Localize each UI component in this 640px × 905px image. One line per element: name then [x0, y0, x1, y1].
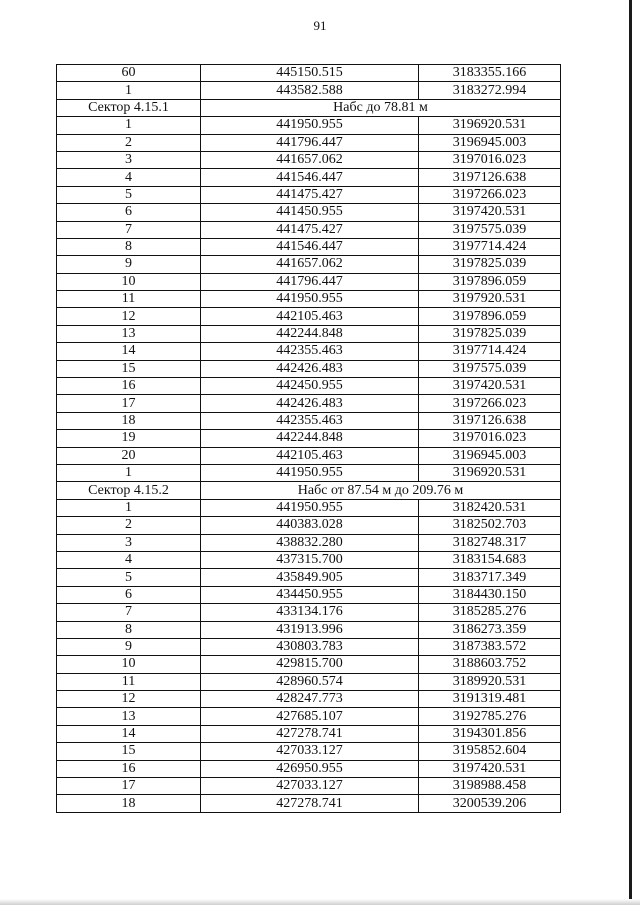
x-coordinate: 434450.955 — [201, 586, 419, 603]
y-coordinate: 3197420.531 — [419, 760, 561, 777]
table-row — [57, 360, 561, 377]
table-row — [57, 586, 561, 603]
table-row — [57, 256, 561, 273]
x-coordinate: 442426.483 — [201, 360, 419, 377]
x-coordinate: 427278.741 — [201, 725, 419, 742]
point-number: 5 — [57, 186, 201, 203]
table-row — [57, 378, 561, 395]
point-number: 3 — [57, 534, 201, 551]
x-coordinate: 442244.848 — [201, 325, 419, 342]
x-coordinate: 441546.447 — [201, 238, 419, 255]
y-coordinate: 3183272.994 — [419, 82, 561, 99]
table-row — [57, 308, 561, 325]
scan-edge-bottom — [0, 899, 640, 905]
x-coordinate: 430803.783 — [201, 638, 419, 655]
y-coordinate: 3188603.752 — [419, 656, 561, 673]
table-row — [57, 221, 561, 238]
y-coordinate: 3197896.059 — [419, 273, 561, 290]
table-row — [57, 430, 561, 447]
table-row — [57, 725, 561, 742]
table-row — [57, 343, 561, 360]
y-coordinate: 3197420.531 — [419, 204, 561, 221]
point-number: 12 — [57, 308, 201, 325]
point-number: 10 — [57, 656, 201, 673]
point-number: 1 — [57, 464, 201, 481]
point-number: 16 — [57, 378, 201, 395]
y-coordinate: 3196920.531 — [419, 117, 561, 134]
y-coordinate: 3196945.003 — [419, 447, 561, 464]
y-coordinate: 3196945.003 — [419, 134, 561, 151]
x-coordinate: 442355.463 — [201, 343, 419, 360]
point-number: 19 — [57, 430, 201, 447]
y-coordinate: 3197575.039 — [419, 360, 561, 377]
table-row — [57, 82, 561, 99]
x-coordinate: 442450.955 — [201, 378, 419, 395]
x-coordinate: 437315.700 — [201, 551, 419, 568]
table-row — [57, 795, 561, 812]
x-coordinate: 441950.955 — [201, 464, 419, 481]
point-number: 18 — [57, 795, 201, 812]
table-row — [57, 673, 561, 690]
table-row — [57, 134, 561, 151]
y-coordinate: 3182502.703 — [419, 517, 561, 534]
point-number: 14 — [57, 343, 201, 360]
sector-label: Сектор 4.15.1 — [57, 99, 201, 116]
y-coordinate: 3197825.039 — [419, 256, 561, 273]
x-coordinate: 441657.062 — [201, 256, 419, 273]
y-coordinate: 3197825.039 — [419, 325, 561, 342]
table-row — [57, 743, 561, 760]
table-row — [57, 464, 561, 481]
x-coordinate: 441657.062 — [201, 151, 419, 168]
table-row — [57, 708, 561, 725]
x-coordinate: 442105.463 — [201, 447, 419, 464]
point-number: 20 — [57, 447, 201, 464]
point-number: 11 — [57, 291, 201, 308]
y-coordinate: 3196920.531 — [419, 464, 561, 481]
y-coordinate: 3197016.023 — [419, 430, 561, 447]
scan-edge-right — [629, 0, 632, 905]
x-coordinate: 441450.955 — [201, 204, 419, 221]
x-coordinate: 435849.905 — [201, 569, 419, 586]
y-coordinate: 3197266.023 — [419, 186, 561, 203]
point-number: 17 — [57, 778, 201, 795]
sector-altitude-note: Набс от 87.54 м до 209.76 м — [201, 482, 561, 499]
y-coordinate: 3197266.023 — [419, 395, 561, 412]
y-coordinate: 3183717.349 — [419, 569, 561, 586]
x-coordinate: 441950.955 — [201, 291, 419, 308]
point-number: 1 — [57, 82, 201, 99]
sector-header-row — [57, 99, 561, 116]
y-coordinate: 3183154.683 — [419, 551, 561, 568]
y-coordinate: 3198988.458 — [419, 778, 561, 795]
table-row — [57, 621, 561, 638]
page-number: 91 — [313, 18, 327, 33]
table-row — [57, 65, 561, 82]
point-number: 2 — [57, 517, 201, 534]
y-coordinate: 3197126.638 — [419, 412, 561, 429]
x-coordinate: 440383.028 — [201, 517, 419, 534]
point-number: 7 — [57, 604, 201, 621]
x-coordinate: 433134.176 — [201, 604, 419, 621]
table-row — [57, 569, 561, 586]
point-number: 9 — [57, 256, 201, 273]
y-coordinate: 3197420.531 — [419, 378, 561, 395]
point-number: 10 — [57, 273, 201, 290]
y-coordinate: 3197575.039 — [419, 221, 561, 238]
x-coordinate: 441475.427 — [201, 186, 419, 203]
table-row — [57, 604, 561, 621]
point-number: 13 — [57, 708, 201, 725]
point-number: 12 — [57, 691, 201, 708]
point-number: 13 — [57, 325, 201, 342]
table-row — [57, 204, 561, 221]
y-coordinate: 3197920.531 — [419, 291, 561, 308]
x-coordinate: 441950.955 — [201, 499, 419, 516]
point-number: 6 — [57, 586, 201, 603]
point-number: 18 — [57, 412, 201, 429]
y-coordinate: 3197016.023 — [419, 151, 561, 168]
table-row — [57, 325, 561, 342]
point-number: 6 — [57, 204, 201, 221]
x-coordinate: 442355.463 — [201, 412, 419, 429]
x-coordinate: 438832.280 — [201, 534, 419, 551]
y-coordinate: 3182420.531 — [419, 499, 561, 516]
x-coordinate: 429815.700 — [201, 656, 419, 673]
point-number: 11 — [57, 673, 201, 690]
table-row — [57, 447, 561, 464]
x-coordinate: 441546.447 — [201, 169, 419, 186]
table-row — [57, 186, 561, 203]
point-number: 8 — [57, 238, 201, 255]
point-number: 15 — [57, 743, 201, 760]
point-number: 4 — [57, 551, 201, 568]
table-row — [57, 760, 561, 777]
point-number: 8 — [57, 621, 201, 638]
point-number: 15 — [57, 360, 201, 377]
point-number: 3 — [57, 151, 201, 168]
point-number: 60 — [57, 65, 201, 82]
y-coordinate: 3197714.424 — [419, 343, 561, 360]
x-coordinate: 427033.127 — [201, 778, 419, 795]
y-coordinate: 3191319.481 — [419, 691, 561, 708]
point-number: 5 — [57, 569, 201, 586]
table-row — [57, 169, 561, 186]
table-row — [57, 412, 561, 429]
point-number: 1 — [57, 117, 201, 134]
table-row — [57, 395, 561, 412]
y-coordinate: 3197714.424 — [419, 238, 561, 255]
table-row — [57, 238, 561, 255]
y-coordinate: 3197126.638 — [419, 169, 561, 186]
table-row — [57, 151, 561, 168]
y-coordinate: 3197896.059 — [419, 308, 561, 325]
point-number: 4 — [57, 169, 201, 186]
point-number: 14 — [57, 725, 201, 742]
table-row — [57, 691, 561, 708]
table-row — [57, 551, 561, 568]
table-row — [57, 499, 561, 516]
x-coordinate: 442105.463 — [201, 308, 419, 325]
table-row — [57, 656, 561, 673]
x-coordinate: 442244.848 — [201, 430, 419, 447]
x-coordinate: 427685.107 — [201, 708, 419, 725]
x-coordinate: 441475.427 — [201, 221, 419, 238]
sector-label: Сектор 4.15.2 — [57, 482, 201, 499]
sector-header-row — [57, 482, 561, 499]
y-coordinate: 3184430.150 — [419, 586, 561, 603]
point-number: 1 — [57, 499, 201, 516]
x-coordinate: 428247.773 — [201, 691, 419, 708]
y-coordinate: 3194301.856 — [419, 725, 561, 742]
table-row — [57, 273, 561, 290]
point-number: 2 — [57, 134, 201, 151]
y-coordinate: 3200539.206 — [419, 795, 561, 812]
y-coordinate: 3183355.166 — [419, 65, 561, 82]
y-coordinate: 3195852.604 — [419, 743, 561, 760]
coordinates-table — [56, 64, 561, 813]
y-coordinate: 3189920.531 — [419, 673, 561, 690]
point-number: 16 — [57, 760, 201, 777]
point-number: 9 — [57, 638, 201, 655]
sector-altitude-note: Набс до 78.81 м — [201, 99, 561, 116]
table-row — [57, 778, 561, 795]
x-coordinate: 445150.515 — [201, 65, 419, 82]
x-coordinate: 431913.996 — [201, 621, 419, 638]
y-coordinate: 3185285.276 — [419, 604, 561, 621]
x-coordinate: 441950.955 — [201, 117, 419, 134]
y-coordinate: 3186273.359 — [419, 621, 561, 638]
y-coordinate: 3182748.317 — [419, 534, 561, 551]
x-coordinate: 428960.574 — [201, 673, 419, 690]
table-row — [57, 638, 561, 655]
table-row — [57, 291, 561, 308]
y-coordinate: 3192785.276 — [419, 708, 561, 725]
table-row — [57, 117, 561, 134]
x-coordinate: 427033.127 — [201, 743, 419, 760]
x-coordinate: 427278.741 — [201, 795, 419, 812]
table-row — [57, 517, 561, 534]
x-coordinate: 443582.588 — [201, 82, 419, 99]
x-coordinate: 442426.483 — [201, 395, 419, 412]
x-coordinate: 441796.447 — [201, 273, 419, 290]
point-number: 7 — [57, 221, 201, 238]
y-coordinate: 3187383.572 — [419, 638, 561, 655]
x-coordinate: 426950.955 — [201, 760, 419, 777]
point-number: 17 — [57, 395, 201, 412]
table-row — [57, 534, 561, 551]
x-coordinate: 441796.447 — [201, 134, 419, 151]
